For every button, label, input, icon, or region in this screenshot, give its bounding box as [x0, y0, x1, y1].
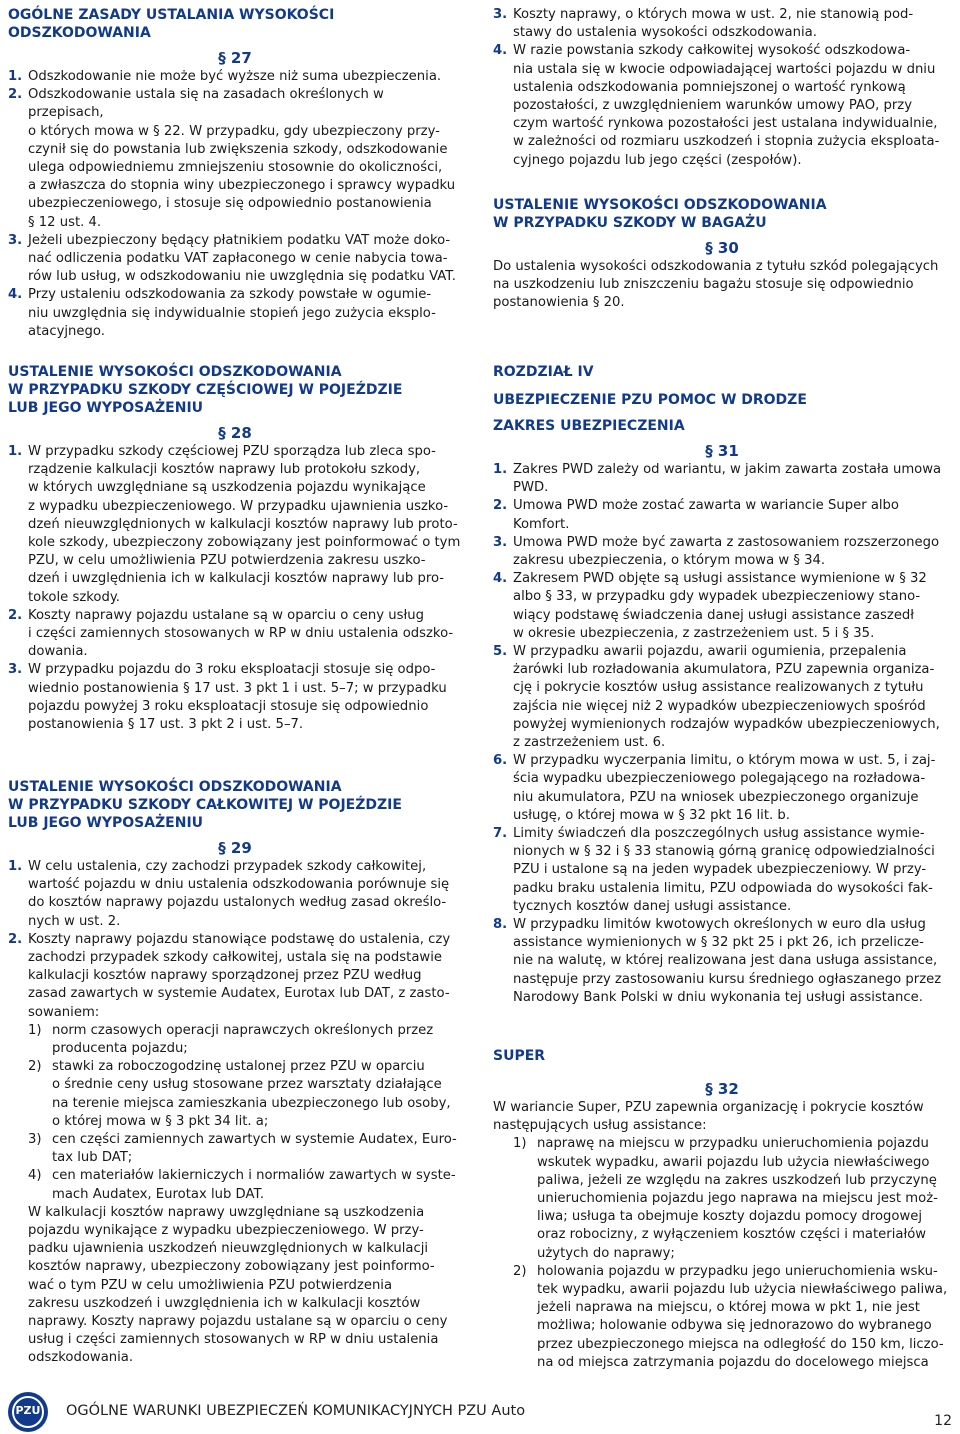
item-number: 4.: [8, 287, 23, 303]
item-number: 1.: [8, 859, 23, 874]
text-line: o której mowa w § 3 pkt 34 lit. a;: [52, 1113, 269, 1129]
text-line: niu uwzględnia się indywidualnie stopień jego zużycia eksplo-: [28, 305, 436, 321]
text-line: W PRZYPADKU SZKODY CZĘŚCIOWEJ W POJEŹDZIE: [8, 382, 403, 398]
text-line: na uszkodzeniu lub zniszczeniu bagażu stosuje się odpowiednio: [493, 277, 914, 293]
text-line: czym wartość rynkowa pozostałości jest ustalana indywidualnie,: [513, 116, 938, 132]
list-item: [493, 643, 951, 752]
text-line: nych w ust. 2.: [28, 913, 121, 929]
text-line: na od miejsca zatrzymania pojazdu do docelowego miejsca: [537, 1354, 929, 1370]
text-line: czynił się do powstania lub zwiększenia szkody, odszkodowanie: [28, 141, 448, 157]
text-line: LUB JEGO WYPOSAŻENIU: [8, 400, 204, 416]
text-line: USTALENIE WYSOKOŚCI ODSZKODOWANIA: [493, 196, 827, 213]
item-number: 2): [513, 1263, 527, 1279]
text-line: USTALENIE WYSOKOŚCI ODSZKODOWANIA: [8, 779, 342, 795]
text-line: nionych w § 32 i § 33 stanowią górną granicę odpowiedzialności: [513, 844, 935, 860]
section-partial-damage: [8, 363, 462, 734]
section-heading: OGÓLNE ZASADY USTALANIA WYSOKOŚCI ODSZKODOWANIA: [8, 7, 335, 41]
item-text: [513, 534, 951, 570]
item-text: [513, 6, 951, 42]
text-line: wiący podstawę świadczenia danej usługi assistance zaszedł: [513, 607, 915, 623]
sub-list: [493, 1135, 951, 1372]
paragraph-number: § 29: [218, 839, 252, 857]
item-text: [28, 607, 462, 662]
item-number: 6.: [493, 753, 508, 769]
list-item: [8, 443, 462, 607]
text-line: następujących usług assistance:: [493, 1118, 707, 1134]
list-item: [8, 68, 462, 86]
section-heading: [8, 778, 462, 832]
paragraph-number: § 30: [705, 238, 739, 257]
numbered-list: [493, 461, 951, 1007]
text-line: kalkulacji kosztów naprawy sporządzonej przez PZU według: [28, 968, 422, 984]
list-item: [493, 916, 951, 1007]
text-line: z wypadku ubezpieczeniowego. W przypadku ujawnienia uszko-: [28, 498, 449, 514]
section-title: ZAKRES UBEZPIECZENIA: [493, 418, 685, 434]
text-line: wać o tym PZU w celu umożliwienia PZU potwierdzenia: [28, 1277, 393, 1293]
item-number: 4.: [493, 571, 508, 587]
item-text: [513, 825, 951, 916]
text-line: W PRZYPADKU SZKODY CAŁKOWITEJ W POJEŹDZIE: [8, 797, 402, 813]
chapter-heading: ROZDZIAŁ IV: [493, 364, 594, 380]
text-line: jeżeli naprawa na miejscu, o której mowa w pkt 1, nie jest: [537, 1300, 920, 1316]
text-line: W przypadku pojazdu do 3 roku eksploatacji stosuje się odpo-: [28, 662, 436, 678]
text-line: W przypadku limitów kwotowych określonych w euro dla usług: [513, 917, 926, 933]
text-line: Umowa PWD może być zawarta z zastosowaniem rozszerzonego: [513, 534, 940, 550]
text-line: w zależności od rozmiaru uszkodzeń i stopnia zużycia eksploata-: [513, 134, 940, 150]
paragraph-number: § 28: [218, 424, 252, 442]
numbered-list: [8, 68, 462, 341]
text-line: ulega odpowiedniemu zmniejszeniu stosownie do okoliczności,: [28, 160, 443, 176]
text-line: zakresu uszkodzeń i uwzględnienia ich w kalkulacji kosztów: [28, 1295, 421, 1311]
section-heading: [493, 196, 951, 232]
item-text: [513, 497, 951, 533]
intro-paragraph: [493, 1099, 951, 1135]
text-line: mach Audatex, Eurotax lub DAT.: [52, 1186, 265, 1202]
text-line: tycznych kosztów danej usługi assistance.: [513, 898, 792, 914]
section-heading: [8, 363, 462, 417]
text-line: ubezpieczeniowego, i stosuje się odpowiednio postanowienia: [28, 196, 432, 212]
text-line: dzeń i uwzględnienia ich w kalkulacji kosztów naprawy lub pro-: [28, 571, 445, 587]
text-line: cyjnego pojazdu lub jego części (zespołów).: [513, 152, 802, 168]
text-line: Umowa PWD może zostać zawarta w wariancie Super albo: [513, 498, 899, 514]
item-number: 3): [28, 1132, 42, 1148]
item-text: [28, 661, 462, 734]
sub-list: [8, 1022, 462, 1204]
text-line: Narodowy Bank Polski w dniu wykonania tej usługi assistance.: [513, 989, 923, 1005]
text-line: nia ustala się w kwocie odpowiadającej wartości pojazdu w dniu: [513, 61, 936, 77]
text-line: cję i pokrycie kosztów usług assistance realizowanych z tytułu: [513, 680, 924, 696]
item-text: [513, 461, 951, 497]
text-line: i części zamiennych stosowanych w RP w dniu ustalenia odszko-: [28, 626, 454, 642]
text-line: cen części zamiennych zawartych w systemie Audatex, Euro-: [52, 1132, 457, 1148]
text-line: następuje przy zastosowaniu kursu średniego ogłaszanego przez: [513, 971, 942, 987]
text-line: dzeń nieuwzględnionych w kalkulacji kosztów naprawy lub proto-: [28, 516, 458, 532]
text-line: cen materiałów lakierniczych i normaliów zawartych w syste-: [52, 1168, 456, 1184]
text-line: padku braku ustalenia limitu, PZU odpowiada do wysokości fak-: [513, 880, 933, 896]
list-item: [8, 858, 462, 931]
sub-item: [513, 1263, 951, 1372]
text-line: oraz robocizny, z wyłączeniem kosztów części i materiałów: [537, 1227, 927, 1243]
text-line: Koszty naprawy pojazdu ustalane są w oparciu o ceny usług: [28, 607, 424, 623]
text-line: a zwłaszcza do stopnia winy ubezpieczonego i sprawcy wypadku: [28, 178, 456, 194]
item-text: [537, 1135, 951, 1262]
text-line: tax lub DAT;: [52, 1150, 133, 1166]
paragraph-number: § 27: [218, 49, 252, 67]
text-line: o średnie ceny usług stosowane przez warsztaty działające: [52, 1077, 442, 1093]
text-line: na terenie miejsca zamieszkania ubezpieczonego lub osoby,: [52, 1095, 451, 1111]
item-text: [52, 1022, 462, 1058]
text-line: ustalenia odszkodowania pomniejszonej o wartość rynkową: [513, 79, 906, 95]
text-line: wiednio postanowienia § 17 ust. 3 pkt 1 i ust. 5–7; w przypadku: [28, 680, 447, 696]
text-line: W wariancie Super, PZU zapewnia organizację i pokrycie kosztów: [493, 1100, 924, 1115]
section-heading: SUPER: [493, 1048, 546, 1064]
list-item: [493, 497, 951, 533]
item-number: 2.: [8, 87, 23, 103]
sub-item: [28, 1022, 462, 1058]
text-line: PZU, w celu umożliwienia PZU potwierdzenia zakresu uszko-: [28, 553, 426, 569]
text-line: pojazdu powyżej 3 roku eksploatacji stosuje się odpowiednio: [28, 698, 429, 714]
text-line: padku ujawnienia uszkodzeń nieuwzględnionych w kalkulacji: [28, 1241, 429, 1257]
text-line: unieruchomienia pojazdu jego naprawa na miejscu jest moż-: [537, 1191, 938, 1207]
text-line: W PRZYPADKU SZKODY W BAGAŻU: [493, 214, 767, 231]
text-line: Odszkodowanie ustala się na zasadach określonych w przepisach,: [28, 87, 384, 121]
text-line: dowania.: [28, 644, 88, 660]
text-line: W kalkulacji kosztów naprawy uwzględniane są uszkodzenia: [28, 1204, 425, 1220]
item-text: [537, 1263, 951, 1372]
text-line: Jeżeli ubezpieczony będący płatnikiem podatku VAT może doko-: [28, 232, 451, 248]
item-number: 1.: [8, 444, 23, 459]
item-number: 2.: [493, 498, 508, 514]
text-line: tokole szkody.: [28, 589, 120, 605]
text-line: postanowienia § 20.: [493, 295, 625, 311]
list-item: [493, 461, 951, 497]
section-general-principles: [8, 6, 462, 341]
text-line: możliwa; holowanie odbywa się jednorazowo do wybranego: [537, 1318, 932, 1334]
sub-item: [28, 1058, 462, 1131]
text-line: z zastrzeżeniem ust. 6.: [513, 735, 666, 751]
item-text: [513, 570, 951, 643]
text-line: pozostałości, z uwzględnieniem warunków umowy PAO, przy: [513, 98, 912, 114]
text-line: Zakres PWD zależy od wariantu, w jakim zawarta została umowa: [513, 462, 942, 477]
list-item: [493, 570, 951, 643]
item-text: [513, 752, 951, 825]
text-line: Przy ustaleniu odszkodowania za szkody powstałe w ogumie-: [28, 287, 432, 303]
text-line: rów lub usług, w odszkodowaniu nie uwzględnia się podatku VAT.: [28, 269, 456, 285]
item-number: 5.: [493, 644, 508, 660]
item-text: [28, 86, 462, 232]
text-line: Koszty naprawy, o których mowa w ust. 2, nie stanowią pod-: [513, 7, 914, 22]
item-number: 4): [28, 1168, 42, 1184]
text-line: Zakresem PWD objęte są usługi assistance wymienione w § 32: [513, 571, 927, 587]
text-line: niu akumulatora, PZU na wniosek ubezpieczonego organizuje: [513, 789, 919, 805]
item-number: 2.: [8, 607, 23, 623]
text-line: wskutek wypadku, awarii pojazdu lub użycia niewłaściwego: [537, 1154, 930, 1170]
item-text: [28, 286, 462, 341]
item-text: [28, 931, 462, 1022]
text-line: o których mowa w § 22. W przypadku, gdy ubezpieczony przy-: [28, 123, 440, 139]
list-item: [493, 752, 951, 825]
text-line: LUB JEGO WYPOSAŻENIU: [8, 815, 204, 831]
text-line: kosztów naprawy, ubezpieczony zobowiązany jest poinformo-: [28, 1259, 435, 1275]
text-line: naprawy. Koszty naprawy pojazdu ustalane są w oparciu o ceny: [28, 1314, 448, 1330]
item-text: [52, 1058, 462, 1131]
text-line: stawy do ustalenia wysokości odszkodowania.: [513, 25, 817, 41]
text-line: rządzenie kalkulacji kosztów naprawy lub protokołu szkody,: [28, 462, 421, 478]
item-text: [52, 1167, 462, 1203]
text-line: naprawę na miejscu w przypadku unieruchomienia pojazdu: [537, 1136, 929, 1152]
list-item: [493, 42, 951, 169]
paragraph-number: § 31: [705, 442, 739, 460]
item-text: [28, 232, 462, 287]
text-line: przez ubezpieczonego miejsca na odległość do 150 km, liczo-: [537, 1336, 944, 1352]
text-line: postanowienia § 17 ust. 3 pkt 2 i ust. 5–7.: [28, 717, 304, 733]
text-line: W razie powstania szkody całkowitej wysokość odszkodowa-: [513, 43, 911, 59]
item-number: 3.: [8, 232, 23, 248]
item-text: [28, 68, 462, 86]
text-line: producenta pojazdu;: [52, 1041, 188, 1057]
text-line: w okresie ubezpieczenia, z zastrzeżeniem ust. 5 i § 35.: [513, 625, 875, 641]
text-line: paliwa, jeżeli ze względu na zakres uszkodzeń lub przyczynę: [537, 1172, 937, 1188]
text-line: nać odliczenia podatku VAT zapłaconego w cenie nabycia towa-: [28, 251, 448, 267]
text-line: powyżej wymienionych rodzajów wypadków ubezpieczeniowych,: [513, 716, 940, 732]
text-line: Odszkodowanie nie może być wyższe niż suma ubezpieczenia.: [28, 69, 442, 84]
list-item: [493, 6, 951, 42]
item-text: [513, 643, 951, 752]
list-item: [8, 607, 462, 662]
text-line: USTALENIE WYSOKOŚCI ODSZKODOWANIA: [8, 364, 342, 380]
chapter-title: UBEZPIECZENIE PZU POMOC W DRODZE: [493, 392, 807, 408]
list-item: [8, 86, 462, 232]
list-item: [8, 931, 462, 1022]
item-text: [513, 916, 951, 1007]
list-item: [8, 286, 462, 341]
item-text: [513, 42, 951, 169]
item-number: 7.: [493, 826, 508, 842]
text-line: usługę, o której mowa w § 32 pkt 16 lit. b.: [513, 807, 790, 823]
item-number: 1): [513, 1136, 527, 1152]
text-line: Koszty naprawy pojazdu stanowiące podstawę do ustalenia, czy: [28, 931, 451, 947]
body-paragraph: [493, 258, 951, 313]
item-number: 1.: [493, 462, 508, 477]
text-line: assistance wymienionych w § 32 pkt 25 i pkt 26, ich przelicze-: [513, 935, 924, 951]
text-line: kole szkody, ubezpieczony zobowiązany jest poinformować o tym: [28, 535, 461, 551]
text-line: Do ustalenia wysokości odszkodowania z tytułu szkód polegających: [493, 258, 939, 274]
list-item: [493, 534, 951, 570]
text-line: W przypadku szkody częściowej PZU sporządza lub zleca spo-: [28, 444, 436, 459]
page-number: 12: [934, 1413, 952, 1429]
list-item: [8, 858, 462, 931]
item-number: 8.: [493, 917, 508, 933]
paragraph-number: § 32: [705, 1080, 739, 1098]
text-line: odszkodowania.: [28, 1350, 134, 1366]
sub-item: [513, 1135, 951, 1262]
section-total-damage: [8, 778, 462, 1368]
text-line: albo § 33, w przypadku gdy wypadek ubezpieczeniowy stano-: [513, 589, 921, 605]
item-text: [28, 443, 462, 607]
text-line: atacyjnego.: [28, 323, 105, 339]
text-line: norm czasowych operacji naprawczych określonych przez: [52, 1022, 434, 1038]
text-line: do kosztów naprawy pojazdu ustalonych według zasad określo-: [28, 895, 447, 911]
page-footer: [8, 1390, 952, 1430]
item-number: 4.: [493, 43, 508, 59]
item-number: 2): [28, 1059, 42, 1075]
text-line: W przypadku wyczerpania limitu, o którym mowa w ust. 5, i zaj-: [513, 753, 936, 769]
text-line: nie na walutę, w której realizowana jest dana usługa assistance,: [513, 953, 938, 969]
text-line: PZU i ustalone są na jeden wypadek ubezpieczeniowy. W przy-: [513, 862, 927, 878]
text-line: liwa; usługa ta obejmuje koszty dojazdu pomocy drogowej: [537, 1209, 923, 1225]
text-line: W celu ustalenia, czy zachodzi przypadek szkody całkowitej,: [28, 859, 427, 874]
sub-item: [28, 1131, 462, 1167]
item-number: 3.: [493, 7, 508, 22]
text-line: ścia wypadku ubezpieczeniowego polegającego na rozładowa-: [513, 771, 926, 787]
numbered-list: [8, 443, 462, 734]
text-line: zajścia nie więcej niż 2 wypadków ubezpieczeniowych spośród: [513, 698, 926, 714]
text-line: zakresu ubezpieczenia, o którym mowa w § 34.: [513, 553, 826, 569]
text-line: tek wypadku, awarii pojazdu lub użycia niewłaściwego paliwa,: [537, 1282, 948, 1298]
text-line: PWD.: [513, 480, 549, 496]
item-number: 1.: [8, 69, 23, 84]
closing-paragraph: [28, 1204, 462, 1368]
text-line: wartość pojazdu w dniu ustalenia odszkodowania porównuje się: [28, 877, 450, 893]
text-line: § 12 ust. 4.: [28, 214, 102, 230]
item-number: 1): [28, 1022, 42, 1038]
chapter-iv: [493, 363, 951, 1007]
section-continued-29: [493, 6, 951, 312]
text-line: pojazdu wynikające z wypadku ubezpieczeniowego. W przy-: [28, 1223, 424, 1239]
list-item: [493, 825, 951, 916]
text-line: zasad zawartych w systemie Audatex, Eurotax lub DAT, z zasto-: [28, 986, 450, 1002]
item-number: 2.: [8, 931, 23, 947]
text-line: holowania pojazdu w przypadku jego unieruchomienia wsku-: [537, 1263, 938, 1279]
text-line: W przypadku awarii pojazdu, awarii ogumienia, przepalenia: [513, 644, 907, 660]
list-item: [8, 661, 462, 734]
list-item: [8, 931, 462, 1022]
sub-item: [28, 1167, 462, 1203]
list-item: [8, 232, 462, 287]
footer-title: OGÓLNE WARUNKI UBEZPIECZEŃ KOMUNIKACYJNYCH PZU Auto: [66, 1403, 526, 1419]
item-text: [52, 1131, 462, 1167]
text-line: zachodzi przypadek szkody całkowitej, ustala się na podstawie: [28, 950, 442, 966]
pzu-logo: PZU: [8, 1392, 48, 1432]
item-number: 3.: [8, 662, 23, 678]
text-line: stawki za roboczogodzinę ustalonej przez PZU w oparciu: [52, 1059, 425, 1075]
item-number: 3.: [493, 534, 508, 550]
text-line: usług i części zamiennych stosowanych w RP w dniu ustalenia: [28, 1332, 439, 1348]
text-line: Komfort.: [513, 516, 570, 532]
text-line: sowaniem:: [28, 1004, 100, 1020]
section-super: [493, 1047, 951, 1372]
numbered-list: [493, 6, 951, 170]
text-line: użytych do naprawy;: [537, 1245, 675, 1261]
text-line: Limity świadczeń dla poszczególnych usług assistance wymie-: [513, 826, 925, 842]
text-line: w których uwzględniane są uszkodzenia pojazdu wynikające: [28, 480, 426, 496]
text-line: żarówki lub rozładowania akumulatora, PZU zapewnia organiza-: [513, 662, 935, 678]
item-text: [28, 858, 462, 931]
